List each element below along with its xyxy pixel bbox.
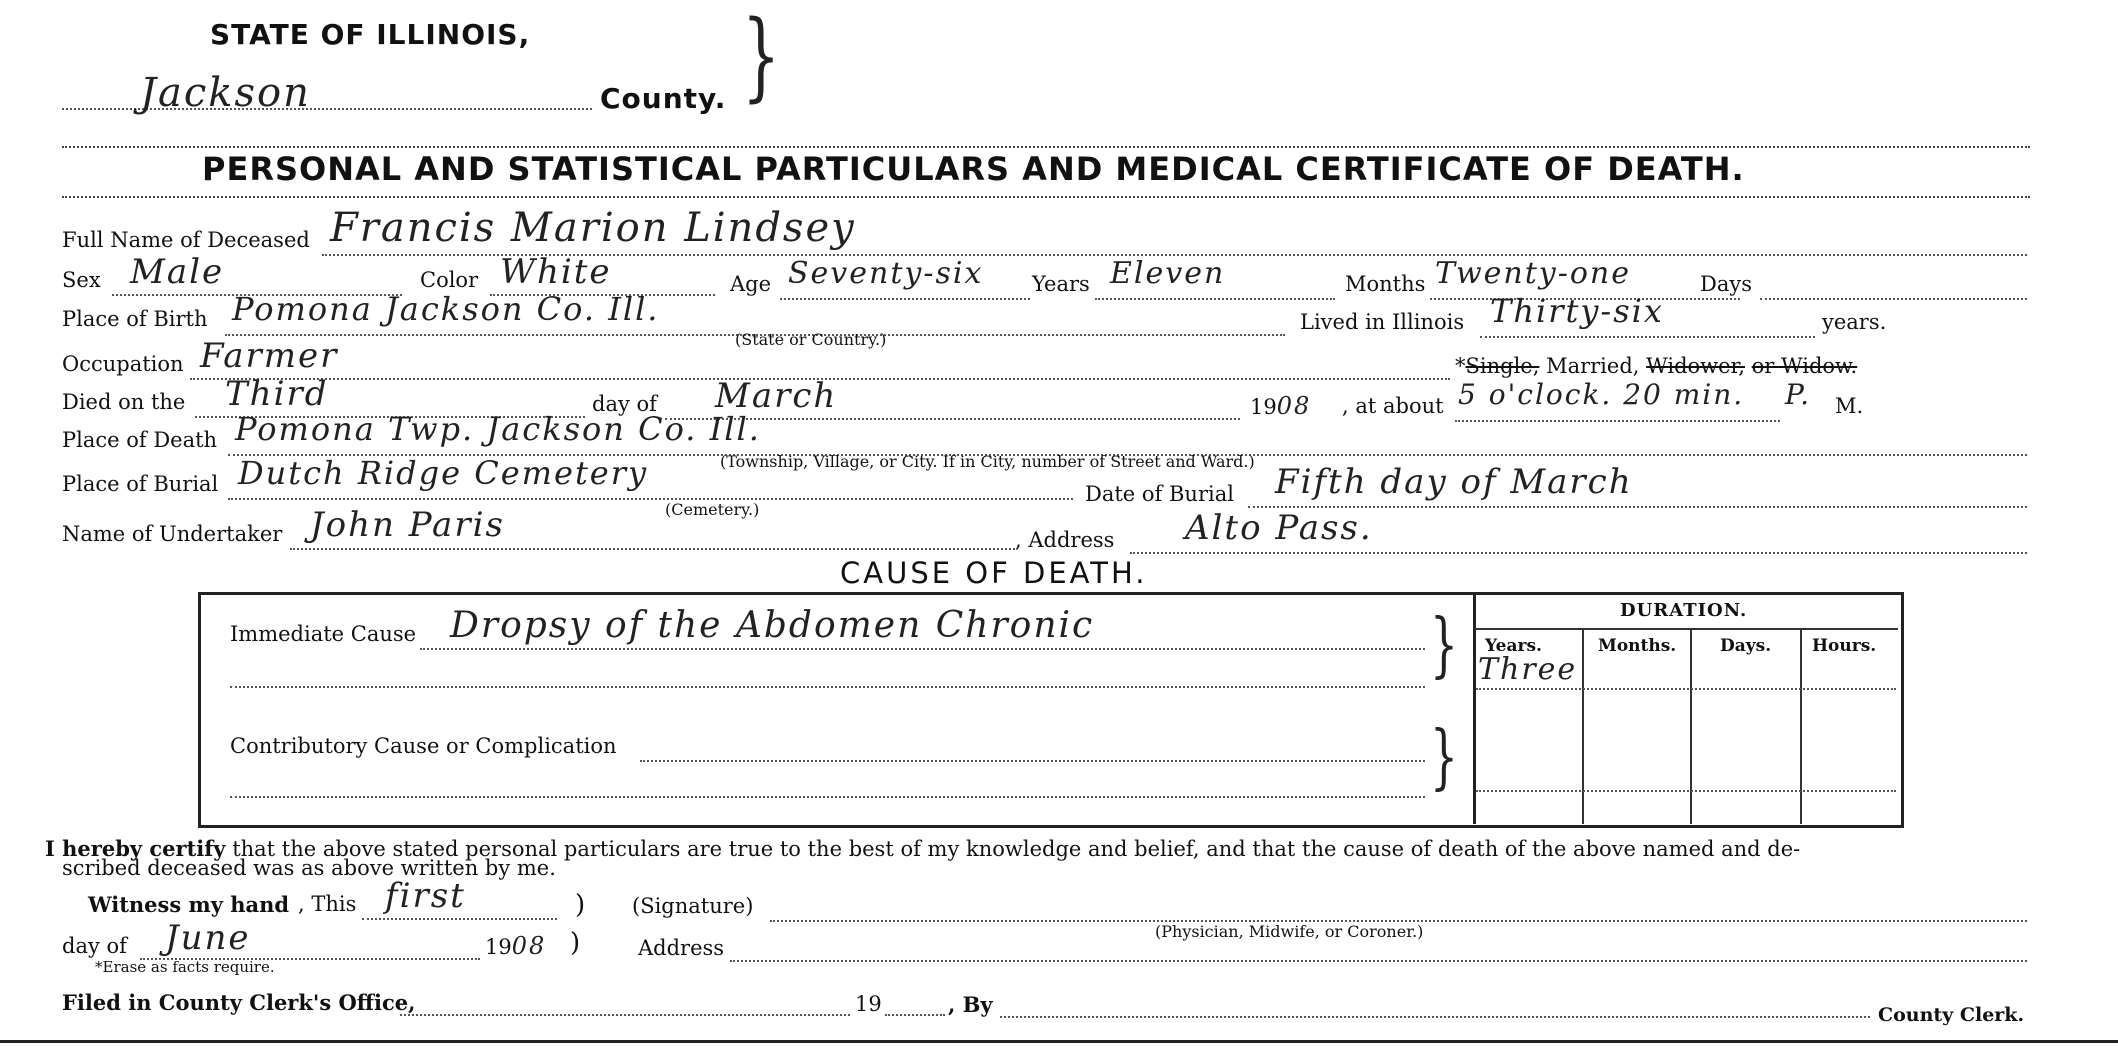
marital-widow: or Widow.	[1751, 354, 1858, 378]
witness-month-value: June	[165, 918, 251, 958]
birth-value: Pomona Jackson Co. Ill.	[232, 290, 660, 328]
marital-status-options	[1455, 354, 1857, 378]
witness-label: Witness my hand	[88, 892, 290, 917]
lived-line	[1480, 336, 1815, 338]
erase-note: *Erase as facts require.	[95, 958, 275, 976]
marital-single: Single,	[1465, 354, 1540, 378]
duration-row-line-1	[1476, 688, 1896, 690]
filed-label: Filed in County Clerk's Office,	[62, 990, 416, 1015]
duration-row-line-2	[1476, 790, 1896, 792]
marital-star: *	[1455, 354, 1466, 378]
duration-col-days: Days.	[1720, 636, 1772, 656]
bottom-edge-rule	[0, 1040, 2118, 1043]
by-label: , By	[948, 992, 993, 1017]
duration-heading: DURATION.	[1620, 600, 1748, 621]
duration-years-value: Three	[1478, 652, 1578, 687]
undertaker-label: Name of Undertaker	[62, 522, 283, 546]
county-label: County.	[600, 82, 727, 115]
signer-address-line	[730, 960, 2027, 962]
state-note: (State or Country.)	[735, 330, 887, 349]
lived-label: Lived in Illinois	[1300, 310, 1465, 334]
witness-day-of-label: day of	[62, 934, 127, 958]
state-heading: STATE OF ILLINOIS,	[210, 18, 531, 51]
header-rule-top	[62, 146, 2030, 148]
duration-col-hours: Hours.	[1812, 636, 1877, 656]
died-year-prefix: 19	[1250, 395, 1277, 419]
birth-label: Place of Birth	[62, 307, 208, 331]
died-day-value: Third	[225, 374, 329, 414]
burial-value: Dutch Ridge Cemetery	[238, 454, 649, 492]
duration-col-sep-2	[1690, 630, 1692, 824]
header-rule-bottom	[62, 196, 2030, 198]
filed-year-line	[885, 1014, 945, 1016]
filed-line	[400, 1014, 850, 1016]
died-time-value: 5 o'clock. 20 min.	[1458, 378, 1745, 411]
certify-text: that the above stated personal particulars are true to the best of my knowledge and belief, and that the cause of death of the above named and de-	[232, 837, 1801, 861]
county-value: Jackson	[140, 70, 311, 116]
age-months-line	[1095, 298, 1335, 300]
marital-married: Married,	[1546, 354, 1640, 378]
witness-year	[485, 932, 546, 960]
county-clerk-label: County Clerk.	[1878, 1004, 2025, 1026]
this-label: , This	[298, 892, 357, 916]
died-year-value: 08	[1276, 392, 1312, 420]
marital-widower: Widower,	[1646, 354, 1745, 378]
undertaker-line	[290, 548, 1015, 550]
occupation-value: Farmer	[200, 336, 339, 376]
witness-paren-1: )	[575, 890, 586, 920]
immediate-line-2	[230, 686, 1425, 688]
contributory-label: Contributory Cause or Complication	[230, 734, 617, 758]
witness-year-value: 08	[511, 932, 547, 960]
burial-line	[228, 498, 1073, 500]
m-label: M.	[1835, 394, 1864, 418]
witness-paren-2: )	[570, 928, 581, 958]
died-month-value: March	[715, 376, 838, 416]
days-trailing-line	[1760, 298, 2027, 300]
signature-label: (Signature)	[632, 894, 754, 918]
burial-date-label: Date of Burial	[1085, 482, 1234, 506]
cause-heading: CAUSE OF DEATH.	[840, 556, 1148, 590]
undertaker-address-value: Alto Pass.	[1185, 508, 1373, 548]
immediate-value: Dropsy of the Abdomen Chronic	[450, 605, 1095, 646]
death-place-value: Pomona Twp. Jackson Co. Ill.	[235, 410, 761, 448]
days-label: Days	[1700, 272, 1752, 296]
state-county-brace: }	[742, 1, 781, 113]
months-label: Months	[1345, 272, 1426, 296]
duration-col-years: Years.	[1485, 636, 1542, 656]
by-line	[1000, 1016, 1870, 1018]
age-days-value: Twenty-one	[1435, 256, 1631, 291]
duration-col-sep-1	[1582, 630, 1584, 824]
years-label: Years	[1032, 272, 1090, 296]
witness-year-prefix: 19	[485, 935, 512, 959]
burial-label: Place of Burial	[62, 472, 219, 496]
color-value: White	[500, 252, 612, 292]
witness-day-value: first	[385, 876, 466, 916]
died-label: Died on the	[62, 390, 186, 414]
contributory-line-1	[640, 760, 1425, 762]
full-name-value: Francis Marion Lindsey	[330, 205, 856, 251]
cemetery-note: (Cemetery.)	[665, 500, 760, 519]
age-months-value: Eleven	[1110, 256, 1226, 291]
certify-line-2: scribed deceased was as above written by me.	[62, 856, 556, 880]
full-name-label: Full Name of Deceased	[62, 228, 310, 252]
died-day-of-label: day of	[592, 392, 657, 416]
about-label: , at about	[1342, 394, 1444, 418]
duration-col-sep-3	[1800, 630, 1802, 824]
undertaker-address-line	[1130, 552, 2027, 554]
occupation-label: Occupation	[62, 352, 184, 376]
certify-bold: I hereby certify	[45, 836, 226, 861]
sex-label: Sex	[62, 268, 101, 292]
age-label: Age	[730, 272, 772, 296]
age-years-value: Seventy-six	[788, 256, 984, 291]
death-place-label: Place of Death	[62, 428, 218, 452]
duration-col-months: Months.	[1598, 636, 1677, 656]
immediate-brace: }	[1430, 604, 1458, 687]
lived-unit: years.	[1822, 310, 1887, 334]
undertaker-address-label: , Address	[1015, 528, 1115, 552]
burial-date-value: Fifth day of March	[1275, 462, 1633, 502]
signature-note: (Physician, Midwife, or Coroner.)	[1155, 922, 1424, 941]
certificate-title: PERSONAL AND STATISTICAL PARTICULARS AND MEDICAL CERTIFICATE OF DEATH.	[202, 150, 1745, 188]
immediate-label: Immediate Cause	[230, 622, 417, 646]
died-year	[1250, 392, 1311, 420]
contributory-brace: }	[1430, 716, 1458, 799]
died-time-line	[1455, 420, 1780, 422]
lived-value: Thirty-six	[1490, 292, 1664, 330]
immediate-line-1	[420, 648, 1425, 650]
sex-value: Male	[130, 252, 225, 292]
filed-year-prefix: 19	[855, 992, 882, 1016]
signer-address-label: Address	[638, 936, 725, 960]
died-ampm-value: P.	[1785, 378, 1812, 411]
undertaker-value: John Paris	[310, 505, 505, 545]
color-label: Color	[420, 268, 479, 292]
death-place-note: (Township, Village, or City. If in City, number of Street and Ward.)	[720, 452, 1255, 471]
witness-day-line	[362, 918, 557, 920]
contributory-line-2	[230, 796, 1425, 798]
age-years-line	[780, 298, 1030, 300]
duration-header-rule	[1475, 628, 1898, 630]
